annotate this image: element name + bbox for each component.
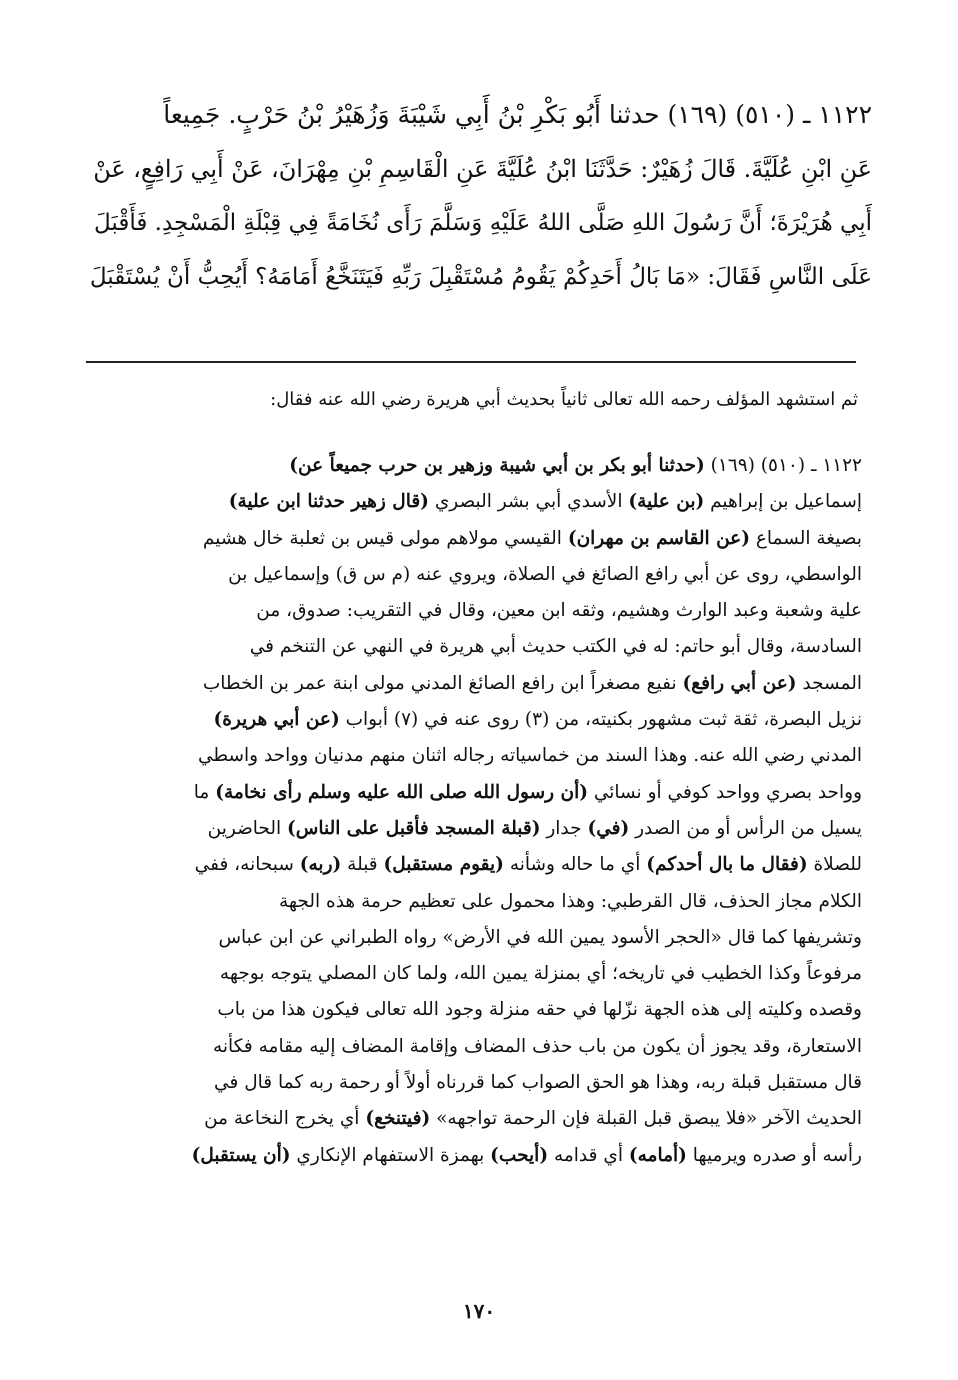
commentary-run: ١١٢٢ ـ (٥١٠) (١٦٩) <box>704 455 862 476</box>
commentary-run: رأسه أو صدره ويرميها <box>686 1144 862 1166</box>
commentary-run: المدني رضي الله عنه. وهذا السند من خماسياته رجاله اثنان منهم مدنيان وواحد واسطي <box>197 745 862 767</box>
commentary-run: أي ما حاله وشأنه <box>503 854 647 876</box>
commentary-run: الحاضرين <box>207 817 288 839</box>
quoted-matn: (فقال ما بال أحدكم) <box>646 854 808 876</box>
quoted-matn: (قال زهير حدثنا ابن علية) <box>228 491 429 513</box>
commentary-line <box>86 521 862 557</box>
commentary-run: نزيل البصرة، ثقة ثبت مشهور بكنيته، من (٣) روى عنه في (٧) أبواب <box>339 709 862 731</box>
commentary-run: أي يخرج النخاعة من <box>204 1108 366 1130</box>
quoted-matn: (بن علية) <box>628 491 705 513</box>
commentary-run: يسيل من الرأس أو من الصدر <box>629 817 862 839</box>
commentary-line <box>86 1101 862 1137</box>
commentary-run: جدار <box>540 817 588 839</box>
commentary-run: بصيغة السماع <box>749 527 862 549</box>
commentary-run: علية وشعبة وعبد الوارث وهشيم، وثقه ابن معين، وقال في التقريب: صدوق، من <box>256 600 862 622</box>
commentary-run: السادسة، وقال أبو حاتم: له في الكتب حديث أبي هريرة في النهي عن التنخم في <box>249 636 862 658</box>
commentary-run: الواسطي، روى عن أبي رافع الصائغ في الصلاة، ويروي عنه (م س ق) وإسماعيل بن <box>228 563 862 585</box>
commentary-run: الاستعارة، وقد يجوز أن يكون من باب حذف المضاف وإقامة المضاف إليه مقامه فكأنه <box>212 1035 862 1057</box>
quoted-matn: (عن أبي رافع) <box>682 672 797 694</box>
hadith-line: عَنِ ابْنِ عُلَيَّةَ. قَالَ زُهَيْرٌ: حَدَّثَنَا ابْنُ عُلَيَّةَ عَنِ الْقَاسِمِ بْنِ مِهْرَانَ، عَنْ أَبِي رَافِعٍ، عَنْ <box>93 155 872 183</box>
quoted-matn: (أن يستقبل) <box>191 1144 291 1166</box>
commentary-line <box>86 702 862 738</box>
hadith-line: عَلَى النَّاسِ فَقَالَ: «مَا بَالُ أَحَدِكُمْ يَقُومُ مُسْتَقْبِلَ رَبِّهِ فَيَتَنَخَّعُ أَمَامَهُ؟ أَيُحِبُّ أَنْ يُسْتَقْبَلَ <box>89 264 872 290</box>
commentary-run: وتشريفها كما قال «الحجر الأسود يمين الله في الأرض» رواه الطبراني عن ابن عباس <box>218 926 862 948</box>
commentary-run: وقصده وكليته إلى هذه الجهة نزّلها في حقه منزلة وجود الله تعالى فيكون هذا من باب <box>217 999 862 1021</box>
commentary-run: سبحانه، ففي <box>194 854 300 876</box>
quoted-matn: (أمامه) <box>628 1144 687 1166</box>
commentary-line <box>86 884 862 920</box>
commentary-run: إسماعيل بن إبراهيم <box>704 491 862 513</box>
hadith-line: أَبِي هُرَيْرَةَ؛ أَنَّ رَسُولَ اللهِ صَلَّى اللهُ عَلَيْهِ وَسَلَّمَ رَأَى نُخَامَةً فِي قِبْلَةِ الْمَسْجِدِ. فَأَقْبَلَ <box>93 210 872 236</box>
commentary-run: ما <box>193 781 216 803</box>
commentary-run: قبلة <box>341 854 384 876</box>
quoted-matn: (حدثنا أبو بكر بن أبي شيبة وزهير بن حرب جميعاً عن) <box>289 455 705 476</box>
quoted-matn: (قبلة المسجد فأقبل على الناس) <box>287 817 541 839</box>
commentary-line <box>86 1065 862 1101</box>
page-number: ١٧٠ <box>462 1299 496 1323</box>
commentary-intro: ثم استشهد المؤلف رحمه الله تعالى ثانياً بحديث أبي هريرة رضي الله عنه فقال: <box>270 389 858 410</box>
quoted-matn: (أيحب) <box>490 1144 549 1166</box>
quoted-matn: (يقوم مستقبل) <box>383 854 504 876</box>
commentary-line <box>86 448 862 484</box>
commentary-line <box>86 992 862 1028</box>
quoted-matn: (عن القاسم بن مهران) <box>567 527 750 549</box>
quoted-matn: (عن أبي هريرة) <box>213 709 340 731</box>
commentary-line <box>86 666 862 702</box>
commentary-line <box>86 738 862 774</box>
commentary-line <box>86 1029 862 1065</box>
commentary-line <box>86 775 862 811</box>
commentary-run: بهمزة الاستفهام الإنكاري <box>290 1144 491 1166</box>
commentary-run: وواحد بصري وواحد كوفي أو نسائي <box>587 781 862 803</box>
commentary-run: القيسي مولاهم مولى قيس بن ثعلبة خال هشيم <box>202 527 568 549</box>
quoted-matn: (أن رسول الله صلى الله عليه وسلم رأى نخامة) <box>215 781 588 803</box>
commentary-run: أي قدامه <box>548 1144 629 1166</box>
quoted-matn: (في) <box>587 817 630 839</box>
commentary-line <box>86 484 862 520</box>
commentary-line <box>86 920 862 956</box>
commentary-line <box>86 557 862 593</box>
commentary-line <box>86 811 862 847</box>
commentary-line <box>86 847 862 883</box>
quoted-matn: (ربه) <box>299 854 342 876</box>
commentary-run: للصلاة <box>807 854 862 876</box>
commentary-line <box>86 1138 862 1174</box>
commentary-run: نفيع مصغراً ابن رافع الصائغ المدني مولى ابنة عمر بن الخطاب <box>202 672 683 694</box>
commentary-run: المسجد <box>796 672 862 694</box>
commentary-run: الكلام مجاز الحذف، قال القرطبي: وهذا محمول على تعظيم حرمة هذه الجهة <box>278 890 862 912</box>
hadith-text <box>82 88 872 304</box>
quoted-matn: (فيتنخع) <box>365 1108 431 1130</box>
separator-rule <box>86 361 856 363</box>
commentary-run: مرفوعاً وكذا الخطيب في تاريخه؛ أي بمنزلة يمين الله، ولما كان المصلي يتوجه بوجهه <box>219 963 862 985</box>
commentary-line <box>86 593 862 629</box>
commentary-line <box>86 956 862 992</box>
commentary-run: قال مستقبل قبلة ربه، وهذا هو الحق الصواب كما قررناه أولاً أو رحمة ربه كما قال في <box>214 1072 862 1094</box>
hadith-line: ١١٢٢ ـ (٥١٠) (١٦٩) حدثنا أَبُو بَكْرِ بْنُ أَبِي شَيْبَةَ وَزُهَيْرُ بْنُ حَرْبٍ. جَمِيعاً <box>163 100 872 129</box>
commentary-run: الحديث الآخر «فلا يبصق قبل القبلة فإن الرحمة تواجهه» <box>430 1108 862 1130</box>
commentary-run: الأسدي أبي بشر البصري <box>428 491 629 513</box>
commentary-line <box>86 629 862 665</box>
commentary-text <box>86 448 862 1174</box>
